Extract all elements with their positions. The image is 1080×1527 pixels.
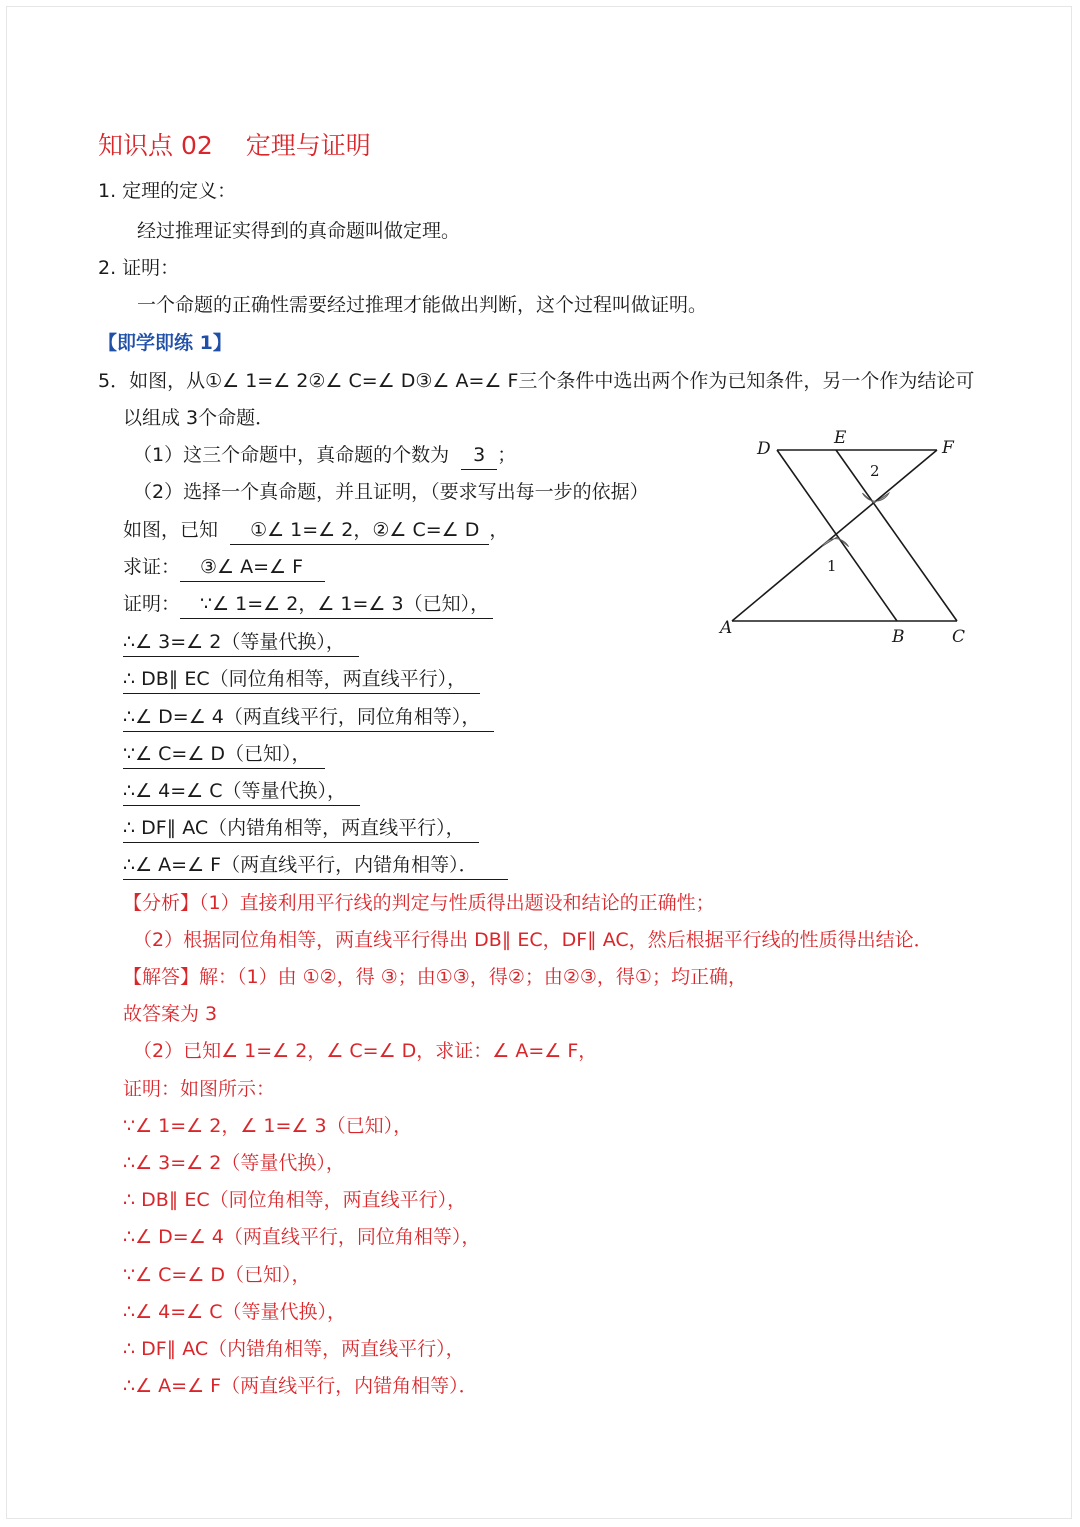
given-suffix: ， <box>489 519 509 541</box>
prove-line <box>123 554 325 582</box>
proof-step: ∵∠ C=∠ D（已知）， <box>123 741 325 769</box>
solution-step: ∴∠ A=∠ F（两直线平行，内错角相等）． <box>123 1375 478 1397</box>
question-line-1: 5．如图，从①∠ 1=∠ 2②∠ C=∠ D③∠ A=∠ F三个条件中选出两个作为已知条件，另一个作为结论可 <box>98 370 975 392</box>
solution-step: ∴∠ D=∠ 4（两直线平行，同位角相等）， <box>123 1226 481 1248</box>
solution-step: ∴ DF∥ AC（内错角相等，两直线平行）， <box>123 1338 465 1360</box>
solution-line-3: （2）已知∠ 1=∠ 2，∠ C=∠ D，求证：∠ A=∠ F， <box>133 1040 598 1062</box>
theorem-definition-label: 1. 定理的定义： <box>98 180 237 202</box>
solution-step: ∵∠ C=∠ D（已知）， <box>123 1264 311 1286</box>
solution-line-4: 证明：如图所示： <box>123 1078 276 1100</box>
point-label-C: C <box>952 627 966 647</box>
section-heading: 知识点 02 定理与证明 <box>98 131 371 160</box>
question-line-2: 以组成 3个命题． <box>123 407 275 429</box>
proof-step: ∴ DF∥ AC（内错角相等，两直线平行）， <box>123 815 479 843</box>
analysis-line-1: 【分析】（1）直接利用平行线的判定与性质得出题设和结论的正确性； <box>123 892 715 914</box>
part1-prefix: （1）这三个命题中，真命题的个数为 <box>133 444 450 466</box>
proof-step: ∴∠ 3=∠ 2（等量代换）， <box>123 629 359 657</box>
solution-step: ∴∠ 3=∠ 2（等量代换）， <box>123 1152 345 1174</box>
proof-definition-label: 2. 证明： <box>98 257 180 279</box>
proof-definition-text: 一个命题的正确性需要经过推理才能做出判断，这个过程叫做证明。 <box>137 294 708 316</box>
point-label-D: D <box>757 439 771 459</box>
solution-step: ∵∠ 1=∠ 2，∠ 1=∠ 3（已知）， <box>123 1115 413 1137</box>
angle-label-2: 2 <box>870 462 880 480</box>
point-label-E: E <box>834 428 847 448</box>
proof-step: ∴ DB∥ EC（同位角相等，两直线平行）， <box>123 666 480 694</box>
part1-answer: 3 <box>461 442 497 470</box>
proof-label: 证明： <box>123 593 181 615</box>
solution-line-2: 故答案为 3 <box>123 1003 218 1025</box>
solution-step: ∴ DB∥ EC（同位角相等，两直线平行）， <box>123 1189 467 1211</box>
angle-label-1: 1 <box>827 557 837 575</box>
analysis-line-2: （2）根据同位角相等，两直线平行得出 DB∥ EC，DF∥ AC，然后根据平行线的性质得出结论． <box>133 929 933 951</box>
theorem-definition-text: 经过推理证实得到的真命题叫做定理。 <box>137 220 461 242</box>
proof-step: ∴∠ A=∠ F（两直线平行，内错角相等）． <box>123 852 508 880</box>
prove-label: 求证： <box>123 556 181 578</box>
proof-step: ∴∠ D=∠ 4（两直线平行，同位角相等）， <box>123 704 494 732</box>
given-value: ①∠ 1=∠ 2，②∠ C=∠ D <box>230 517 489 545</box>
solution-step: ∴∠ 4=∠ C（等量代换）， <box>123 1301 347 1323</box>
geometry-figure <box>712 425 982 655</box>
point-label-A: A <box>720 618 733 638</box>
line-AF <box>732 450 937 621</box>
given-label: 如图，已知 <box>123 519 219 541</box>
proof-first-step: ∵∠ 1=∠ 2，∠ 1=∠ 3（已知）， <box>180 591 493 619</box>
point-label-B: B <box>892 627 905 647</box>
angle-2-marker <box>862 493 889 503</box>
part1-suffix: ； <box>497 444 517 466</box>
point-label-F: F <box>942 438 954 458</box>
proof-first-line <box>123 591 493 619</box>
line-EC <box>836 450 957 621</box>
solution-line-1: 【解答】解：（1）由 ①②，得 ③；由①③，得②；由②③，得①；均正确， <box>123 966 747 988</box>
practice-tag: 【即学即练 1】 <box>98 332 232 354</box>
given-line <box>123 517 508 545</box>
prove-value: ③∠ A=∠ F <box>180 554 325 582</box>
question-part-2: （2）选择一个真命题，并且证明，（要求写出每一步的依据） <box>133 481 649 503</box>
question-part-1 <box>133 442 516 470</box>
proof-step: ∴∠ 4=∠ C（等量代换）， <box>123 778 360 806</box>
